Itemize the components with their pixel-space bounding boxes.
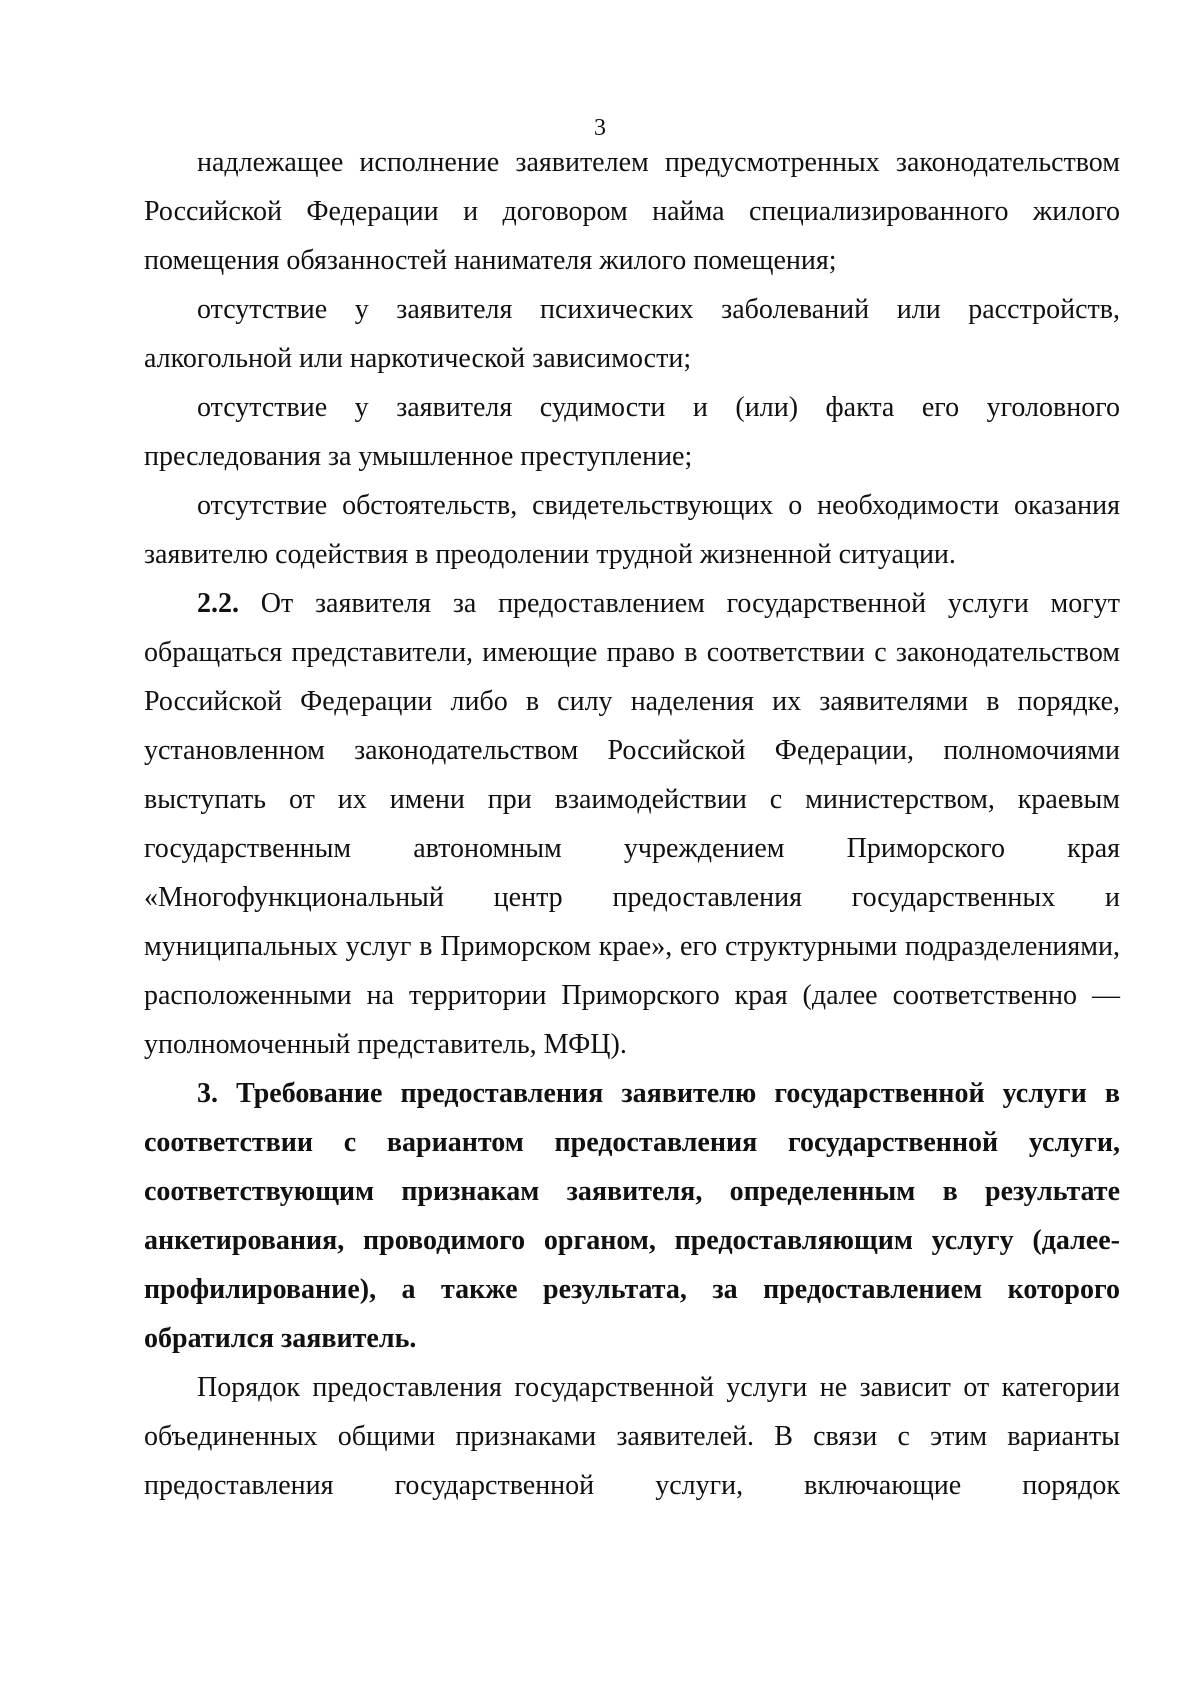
section-number-2-2: 2.2. bbox=[197, 588, 239, 619]
paragraph-no-criminal-record: отсутствие у заявителя судимости и (или) факта его уголовного преследования за умышленное преступление; bbox=[144, 392, 1120, 472]
paragraph-procedure: Порядок предоставления государственной услуги не зависит от категории объединенных общими признаками заявителей. В связи с этим варианты предоставления государственной услуги, включающие порядок bbox=[144, 1372, 1120, 1501]
page-number: 3 bbox=[594, 115, 606, 141]
paragraph-duties: надлежащее исполнение заявителем предусмотренных законодательством Российской Федерации и договором найма специализированного жилого помещения обязанностей нанимателя жилого помещения; bbox=[144, 147, 1120, 276]
document-body bbox=[144, 138, 1120, 1510]
section-3-heading: 3. Требование предоставления заявителю государственной услуги в соответствии с вариантом предоставления государственной услуги, соответствующим признакам заявителя, определенным в результате анкетирования, проводимого органом, предоставляющим услугу (далее-профилирование), а также результата, за предоставлением которого обратился заявитель. bbox=[144, 1078, 1120, 1354]
paragraph-2-2 bbox=[144, 579, 1120, 1069]
paragraph-2-2-text: От заявителя за предоставлением государственной услуги могут обращаться представители, имеющие право в соответствии с законодательством Российской Федерации либо в силу наделения их заявителями в порядке, установленном законодательством Российской Федерации, полномочиями выступать от их имени при взаимодействии с министерством, краевым государственным автономным учреждением Приморского края «Многофункциональный центр предоставления государственных и муниципальных услуг в Приморском крае», его структурными подразделениями, расположенными на территории Приморского края (далее соответственно — уполномоченный представитель, МФЦ). bbox=[144, 588, 1120, 1060]
paragraph-no-mental-illness: отсутствие у заявителя психических заболеваний или расстройств, алкогольной или наркотической зависимости; bbox=[144, 294, 1120, 374]
paragraph-no-difficult-situation: отсутствие обстоятельств, свидетельствующих о необходимости оказания заявителю содействия в преодолении трудной жизненной ситуации. bbox=[144, 490, 1120, 570]
